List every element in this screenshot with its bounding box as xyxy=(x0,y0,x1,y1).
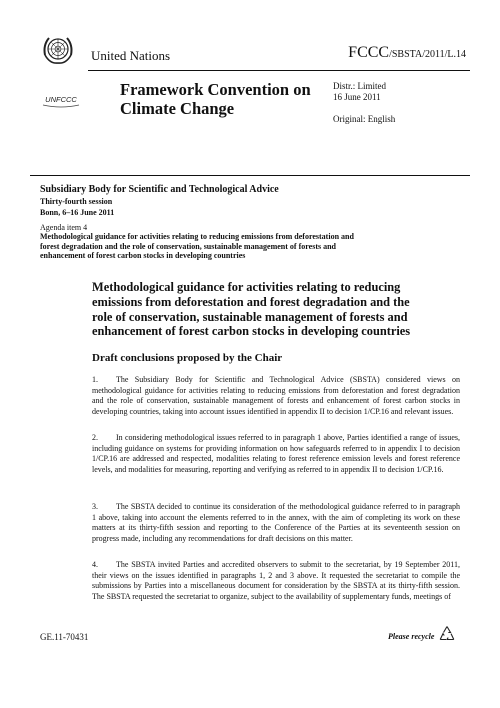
convention-title-line1: Framework Convention on xyxy=(120,80,311,99)
paragraph-number: 4. xyxy=(92,560,98,569)
venue: Bonn, 6–16 June 2011 xyxy=(40,208,115,217)
document-symbol xyxy=(348,44,466,62)
paragraph-text: In considering methodological issues referred to in paragraph 1 above, Parties identified a range of issues, including guidance on systems for providing information on how safeguards referred to in appendix I to decision 1/CP.16 are addressed and respected, modalities relating to forest reference emission levels and forest reference levels, and modalities for measuring, reporting and verifying as referred to in appendix II to decision 1/CP.16. xyxy=(92,433,460,474)
recycle-icon xyxy=(438,625,456,643)
paragraph-text: The Subsidiary Body for Scientific and Technological Advice (SBSTA) considered views on methodological guidance for activities relating to reducing emissions from deforestation and forest degradation and the role of conservation, sustainable management of forests and enhancement of forest carbon stocks in developing countries, taking into account issues identified in appendix II to decision 1/CP.16 and relevant issues. xyxy=(92,375,460,416)
convention-title-line2: Climate Change xyxy=(120,99,235,118)
un-emblem-icon xyxy=(40,33,76,67)
header-bottom-rule xyxy=(30,175,470,176)
job-number: GE.11-70431 xyxy=(40,632,89,642)
paragraph-number: 1. xyxy=(92,375,98,384)
paragraph-4 xyxy=(92,560,460,602)
agenda-title: Methodological guidance for activities relating to reducing emissions from deforestation and forest degradation and the role of conservation, sustainable management of forests and enhancement of forest carbon stocks in developing countries xyxy=(40,232,354,261)
paragraph-text: The SBSTA invited Parties and accredited observers to submit to the secretariat, by 19 September 2011, their views on the issues identified in paragraphs 1, 2 and 3 above. It requested the secretariat to compile the submissions by Parties into a miscellaneous document for consideration by the SBSTA at its thirty-fifth session. The SBSTA requested the secretariat to organize, subject to the availability of supplementary funds, meetings of xyxy=(92,560,460,601)
body-name: Subsidiary Body for Scientific and Technological Advice xyxy=(40,184,279,195)
session: Thirty-fourth session xyxy=(40,197,113,206)
header-rule xyxy=(88,70,470,71)
unfccc-logo-text: UNFCCC xyxy=(45,95,77,104)
symbol-suffix: /SBSTA/2011/L.14 xyxy=(389,49,466,60)
symbol-prefix: FCCC xyxy=(348,44,390,61)
organization-name: United Nations xyxy=(91,48,171,63)
paragraph-number: 2. xyxy=(92,433,98,442)
convention-title xyxy=(120,80,320,118)
distribution-block xyxy=(333,81,386,103)
paragraph-text: The SBSTA decided to continue its consideration of the methodological guidance referred to in paragraph 1 above, taking into account the elements referred to in the annex, with the aim of completing its work on these matters at its thirty-fifth session and reporting to the Conference of the Parties at its seventeenth session on progress made, including any recommendations for draft decisions on this matter. xyxy=(92,502,460,543)
distribution: Distr.: Limited xyxy=(333,81,386,91)
document-date: 16 June 2011 xyxy=(333,92,381,102)
document-subtitle: Draft conclusions proposed by the Chair xyxy=(92,352,283,364)
original-language: Original: English xyxy=(333,114,396,124)
paragraph-3 xyxy=(92,502,460,544)
unfccc-logo-icon xyxy=(40,89,82,109)
paragraph-2 xyxy=(92,433,460,475)
agenda-label: Agenda item 4 xyxy=(40,223,88,232)
paragraph-number: 3. xyxy=(92,502,98,511)
recycle-text: Please recycle xyxy=(388,632,435,641)
document-title: Methodological guidance for activities relating to reducing emissions from deforestation and forest degradation and the role of conservation, sustainable management of forests and enhancement of forest carbon stocks in developing countries xyxy=(92,280,411,339)
paragraph-1 xyxy=(92,375,460,417)
